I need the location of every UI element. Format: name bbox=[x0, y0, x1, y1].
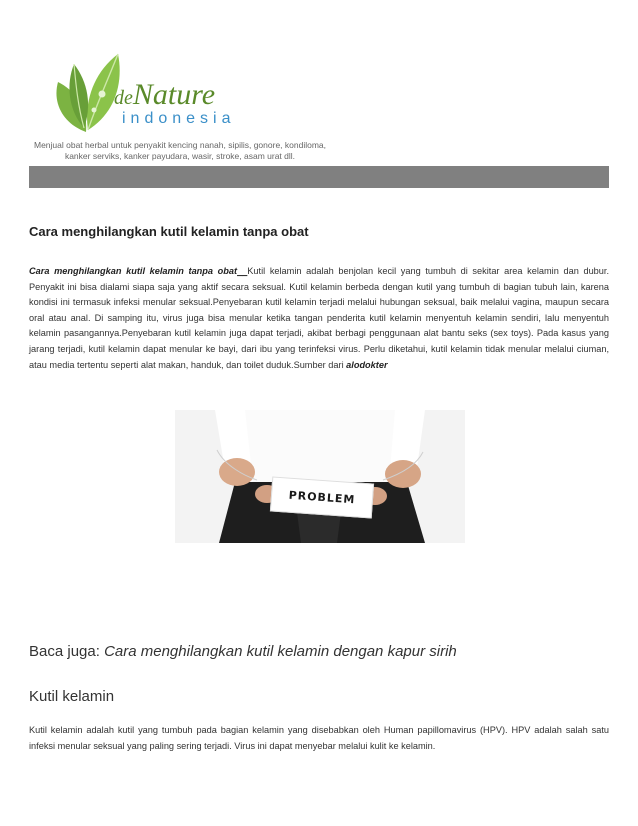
section-heading: Kutil kelamin bbox=[29, 688, 115, 705]
leaf-logo-icon bbox=[44, 44, 124, 136]
intro-lead-link[interactable]: Cara menghilangkan kutil kelamin tanpa obat bbox=[29, 266, 238, 276]
intro-body: Kutil kelamin adalah benjolan kecil yang tumbuh di sekitar area kelamin dan dubur. Penyakit ini bisa dialami siapa saja yang aktif secara seksual. Kutil kelamin berbeda dengan kutil yang tumbuh di bagian tubuh lain, karena kondisi ini termasuk infeksi menular seksual.Penyebaran kutil kelamin terjadi melalui hubungan seksual, baik melalui vagina, maupun secara oral atau anal. Di samping itu, virus juga bisa menular ketika tangan penderita kutil kelamin menyentuh kelamin sendiri, lalu menyentuh kelamin pasangannya.Penyebaran kutil kelamin juga dapat terjadi, akibat berbagi penggunaan alat bantu seks (sex toys). Pada kasus yang jarang terjadi, kutil kelamin dapat menular ke bayi, dari ibu yang terinfeksi virus. Perlu diketahui, kutil kelamin tidak menular melalui ciuman, atau media tertentu seperti alat makan, handuk, dan toilet duduk.Sumber dari bbox=[29, 266, 610, 370]
site-tagline: Menjual obat herbal untuk penyakit kencing nanah, sipilis, gonore, kondiloma, kanker serviks, kanker payudara, wasir, stroke, asam urat dll. bbox=[33, 140, 327, 161]
source-link[interactable]: alodokter bbox=[346, 359, 388, 370]
section-paragraph: Kutil kelamin adalah kutil yang tumbuh pada bagian kelamin yang disebabkan oleh Human papillomavirus (HPV). HPV adalah salah satu infeksi menular seksual yang paling sering terjadi. Virus ini dapat menyebar melalui kulit ke kelamin. bbox=[29, 725, 609, 751]
read-also-label: Baca juga: bbox=[29, 643, 105, 660]
intro-separator: __ bbox=[237, 266, 248, 276]
article-image bbox=[175, 410, 465, 543]
navigation-bar[interactable] bbox=[29, 166, 609, 188]
read-also bbox=[29, 643, 457, 660]
article-intro bbox=[29, 264, 609, 373]
problem-sign: PROBLEM bbox=[270, 476, 374, 518]
logo-subtitle: indonesia bbox=[122, 110, 236, 127]
logo-wordmark: deNature bbox=[114, 78, 216, 111]
article-title: Cara menghilangkan kutil kelamin tanpa obat bbox=[29, 224, 309, 239]
man-photo-illustration bbox=[175, 410, 465, 543]
read-also-link[interactable]: Cara menghilangkan kutil kelamin dengan kapur sirih bbox=[104, 643, 457, 660]
site-logo[interactable] bbox=[44, 44, 244, 136]
